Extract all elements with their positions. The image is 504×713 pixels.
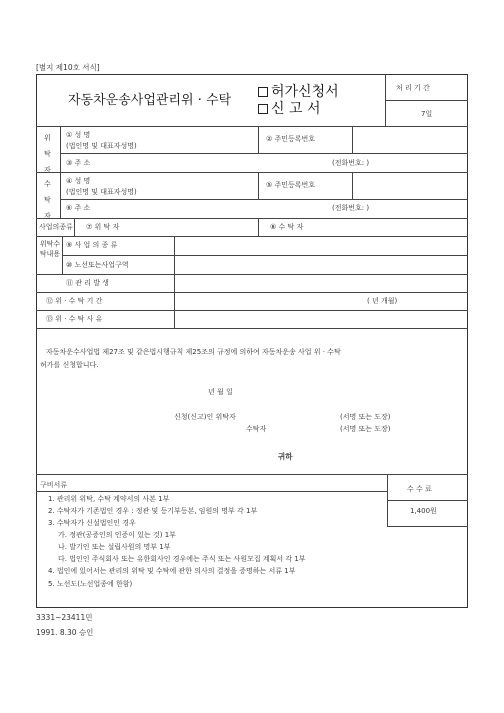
business-consignor-field[interactable] xyxy=(160,219,256,235)
statement-line-1: 자동차운수사업법 제27조 및 같은법시행규칙 제25조의 규정에 의하여 자동차운송 사업 위 · 수탁 xyxy=(46,348,341,356)
route-field[interactable] xyxy=(175,256,467,273)
consignor-id-field[interactable] xyxy=(353,127,467,152)
fee-value: 1,400원 xyxy=(410,507,437,515)
statement-consignee-sign: (서명 또는 도장) xyxy=(340,425,391,433)
consignee-address-label: ⑥ 주 소 xyxy=(66,204,91,212)
consignee-id-field[interactable] xyxy=(353,173,467,198)
statement-consignee-label: 수탁자 xyxy=(246,425,267,433)
document-item: 2. 수탁자가 기존법인 경우 : 정관 및 등기부등본, 임원의 명부 각 1부 xyxy=(48,507,258,515)
documents-title: 구비서류 xyxy=(40,481,68,489)
consignor-name-field[interactable] xyxy=(176,127,256,152)
consignee-group-label: 수탁자 xyxy=(44,180,51,220)
processing-period-label: 처 리 기 간 xyxy=(396,84,430,92)
consignee-id-label: ⑤ 주민등록번호 xyxy=(266,181,316,189)
option-permit-application[interactable] xyxy=(258,84,339,101)
consignee-phone-label: (전화번호: ) xyxy=(332,204,370,212)
document-item: 나. 발기인 또는 설립사원의 명부 1부 xyxy=(58,543,171,551)
consignor-address-field[interactable] xyxy=(200,154,328,171)
business-kind-field[interactable] xyxy=(175,237,467,254)
period-field[interactable] xyxy=(175,293,363,309)
option-report[interactable] xyxy=(258,101,320,118)
relation-label: ⑪ 관 리 발 생 xyxy=(66,279,109,287)
consignor-group-label: 위탁자 xyxy=(44,134,51,174)
consignee-name-sub: (법인명 및 대표자성명) xyxy=(66,188,137,196)
document-item: 3. 수탁자가 신설법인인 경우 xyxy=(48,519,136,527)
consignor-address-label: ③ 주 소 xyxy=(66,159,91,167)
checkbox-permit[interactable] xyxy=(258,87,268,97)
option-permit-label: 허가신청서 xyxy=(271,84,339,100)
addressee: 귀하 xyxy=(278,452,293,461)
applicant-label: 신청(신고)인 위탁자 xyxy=(174,413,236,421)
consignee-name-label: ④ 성 명 xyxy=(66,177,91,185)
business-consignee-field[interactable] xyxy=(350,219,467,235)
footer-code: 3331~23411민 xyxy=(36,613,93,622)
business-consignor-label: ⑦ 위 탁 자 xyxy=(86,223,120,231)
business-consignee-label: ⑧ 수 탁 자 xyxy=(270,223,304,231)
form-label: [별지 제10호 서식] xyxy=(36,63,100,72)
consignee-address-field[interactable] xyxy=(200,200,328,217)
statement-line-2: 허가를 신청합니다. xyxy=(40,361,99,369)
consignor-name-sub: (법인명 및 대표자성명) xyxy=(66,142,137,150)
processing-period-value: 7일 xyxy=(421,110,433,118)
footer-approval: 1991. 8.30 승인 xyxy=(36,628,94,637)
form-title: 자동차운송사업관리위 · 수탁 xyxy=(68,93,232,108)
fee-label: 수 수 료 xyxy=(407,485,432,493)
document-item: 가. 정관(공증인의 인증이 있는 것) 1부 xyxy=(58,531,176,539)
reason-field[interactable] xyxy=(175,311,467,327)
date-line: 년 월 일 xyxy=(208,388,233,396)
period-label: ⑫ 위 · 수 탁 기 간 xyxy=(46,297,103,305)
content-group-label: 위탁수탁내용 xyxy=(39,240,61,258)
document-item: 4. 법인에 있어서는 관리의 위탁 및 수탁에 관한 의사의 결정을 증명하는 서류 1부 xyxy=(48,567,296,575)
consignor-phone-label: (전화번호: ) xyxy=(332,159,370,167)
consignee-name-field[interactable] xyxy=(176,173,256,198)
option-report-label: 신 고 서 xyxy=(271,101,321,117)
consignor-id-label: ② 주민등록번호 xyxy=(266,135,316,143)
applicant-sign: (서명 또는 도장) xyxy=(340,413,391,421)
business-type-label: 사업의종류 xyxy=(39,223,73,231)
reason-label: ⑬ 위 · 수 탁 사 유 xyxy=(46,315,103,323)
business-kind-label: ⑨ 사 업 의 종 류 xyxy=(66,241,118,249)
consignor-name-label: ① 성 명 xyxy=(66,131,91,139)
relation-field[interactable] xyxy=(175,275,467,291)
document-item: 1. 관리위 위탁, 수탁 계약서의 사본 1부 xyxy=(48,495,170,503)
checkbox-report[interactable] xyxy=(258,104,268,114)
document-item: 5. 노선도(노선업종에 한함) xyxy=(48,580,133,588)
period-value: ( 년 개월) xyxy=(367,297,398,305)
route-label: ⑩ 노선또는사업구역 xyxy=(66,261,129,269)
document-item: 다. 법인인 주식회사 또는 유한회사인 경우에는 주식 또는 사원모집 계획서 각 1부 xyxy=(58,555,306,563)
